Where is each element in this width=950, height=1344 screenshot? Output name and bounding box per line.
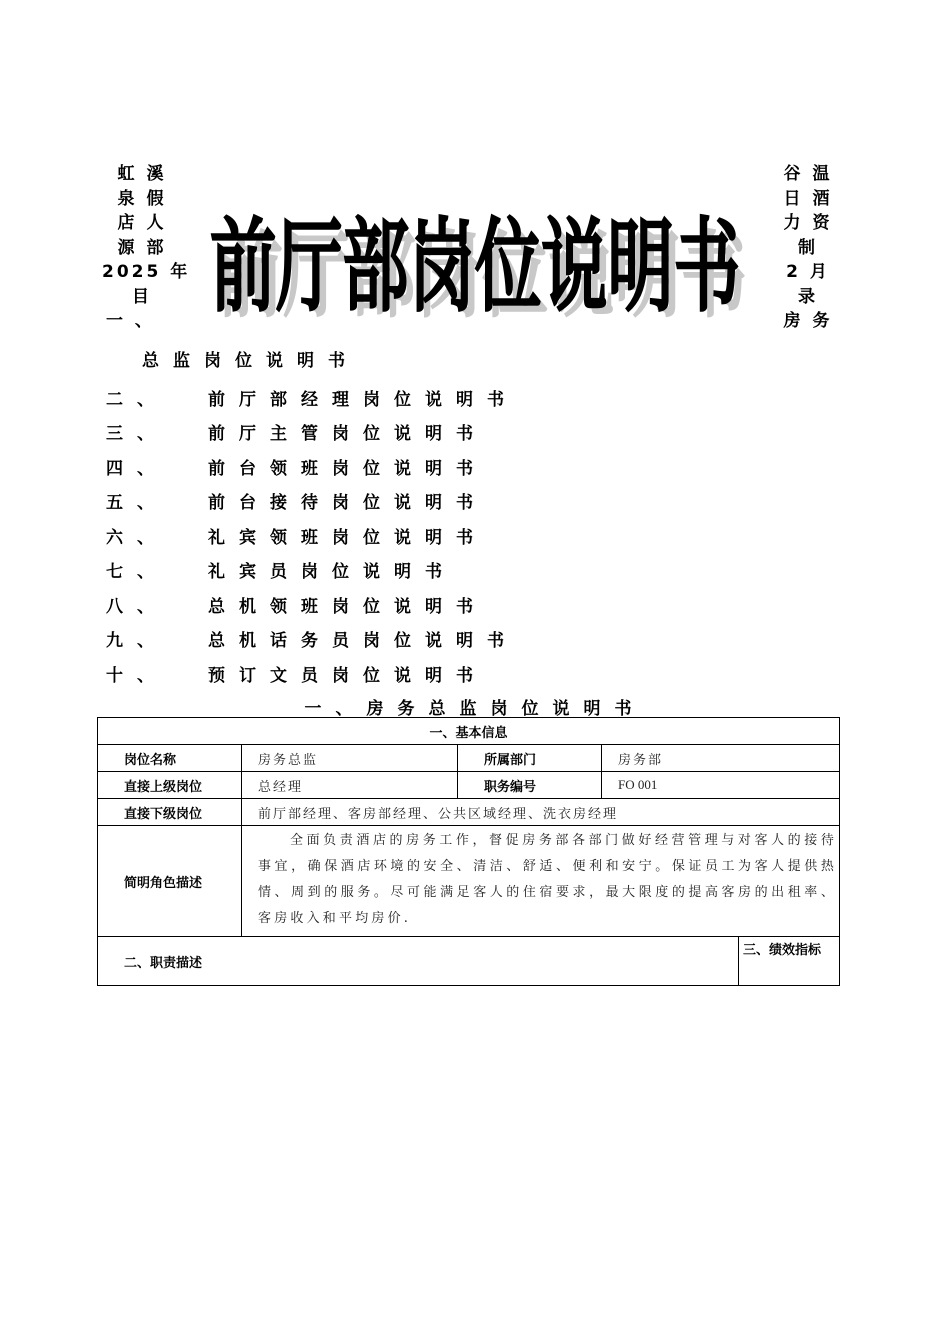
kpi-label: 三、绩效指标 xyxy=(739,937,840,986)
right-line: 房 务 xyxy=(783,311,833,331)
superior-value: 总经理 xyxy=(242,772,458,799)
role-description: 全面负责酒店的房务工作，督促房务部各部门做好经营管理与对客人的接待事宜，确保酒店环境的安全、清洁、舒适、便利和安宁。保证员工为客人提供热情、周到的服务。尽可能满足客人的住宿要求，最大限度的提高客房的出租率、客房收入和平均房价. xyxy=(242,826,840,937)
toc-item-number: 十、 xyxy=(106,665,168,686)
main-title-text: 前厅部岗位说明书 xyxy=(210,208,741,327)
subordinate-value: 前厅部经理、客房部经理、公共区域经理、洗衣房经理 xyxy=(242,799,840,826)
table-row xyxy=(98,937,840,986)
toc-item-label: 总机话务员岗位说明书 xyxy=(208,631,518,651)
toc-item-label: 礼宾员岗位说明书 xyxy=(208,562,456,582)
toc-item-number: 六、 xyxy=(106,527,168,548)
table-row xyxy=(98,826,840,937)
toc-item-label: 总机领班岗位说明书 xyxy=(208,596,487,617)
superior-label: 直接上级岗位 xyxy=(98,772,242,799)
right-line: 制 xyxy=(798,237,818,258)
toc-item[interactable] xyxy=(106,521,706,556)
toc-item-label: 礼宾领班岗位说明书 xyxy=(208,527,487,548)
department-label: 所属部门 xyxy=(458,745,602,772)
table-row xyxy=(98,718,840,745)
toc-item[interactable] xyxy=(106,590,706,625)
left-line: 店 人 xyxy=(117,213,167,233)
main-title-art xyxy=(200,150,760,340)
table-row xyxy=(98,799,840,826)
toc-item[interactable] xyxy=(106,417,706,452)
job-info-table xyxy=(97,717,840,986)
table-row xyxy=(98,772,840,799)
right-line: 谷 温 xyxy=(783,164,833,184)
position-name-value: 房务总监 xyxy=(242,745,458,772)
toc-item[interactable] xyxy=(106,452,706,487)
table-of-contents xyxy=(106,348,706,693)
toc-item[interactable]: 总监岗位说明书 xyxy=(142,351,359,371)
right-line: 2 月 xyxy=(786,262,830,282)
toc-item-number: 三、 xyxy=(106,424,168,444)
toc-item-number: 四、 xyxy=(106,458,168,479)
toc-item[interactable] xyxy=(106,659,706,694)
header-left-column xyxy=(102,162,191,334)
toc-item[interactable] xyxy=(106,624,706,659)
toc-item-label: 前厅部经理岗位说明书 xyxy=(208,389,518,410)
subordinate-label: 直接下级岗位 xyxy=(98,799,242,826)
duty-label: 二、职责描述 xyxy=(98,937,739,986)
section-heading: 一、房务总监岗位说明书 xyxy=(304,699,646,719)
toc-item[interactable] xyxy=(106,555,706,590)
right-line: 日 酒 xyxy=(783,188,833,209)
left-line: 虹 溪 xyxy=(117,164,167,184)
toc-item-label: 前台领班岗位说明书 xyxy=(208,458,487,479)
job-code-value: FO 001 xyxy=(602,772,840,799)
job-code-label: 职务编号 xyxy=(458,772,602,799)
role-label: 简明角色描述 xyxy=(98,826,242,937)
toc-item-number: 九、 xyxy=(106,631,168,651)
right-line: 录 xyxy=(798,286,818,307)
left-line: 一 、 xyxy=(106,311,155,331)
department-value: 房务部 xyxy=(602,745,840,772)
position-name-label: 岗位名称 xyxy=(98,745,242,772)
left-line: 泉 假 xyxy=(117,188,167,209)
toc-item-number: 七、 xyxy=(106,562,168,582)
toc-item-label: 前厅主管岗位说明书 xyxy=(208,424,487,444)
basic-info-header: 一、基本信息 xyxy=(98,718,840,745)
left-line: 2025 年 xyxy=(102,262,191,282)
left-line: 目 xyxy=(132,286,152,307)
toc-item-number: 五、 xyxy=(106,493,168,513)
toc-item-number: 八、 xyxy=(106,596,168,617)
toc-item-number: 二、 xyxy=(106,389,168,410)
toc-item[interactable] xyxy=(106,383,706,418)
toc-item-label: 预订文员岗位说明书 xyxy=(208,665,487,686)
toc-item[interactable] xyxy=(106,486,706,521)
table-row xyxy=(98,745,840,772)
toc-item-label: 前台接待岗位说明书 xyxy=(208,493,487,513)
main-title xyxy=(200,150,760,340)
left-line: 源 部 xyxy=(117,237,167,258)
main-title-shadow: 前厅部岗位说明书 xyxy=(216,222,747,332)
right-line: 力 资 xyxy=(783,213,833,233)
header-right-column xyxy=(768,162,848,334)
